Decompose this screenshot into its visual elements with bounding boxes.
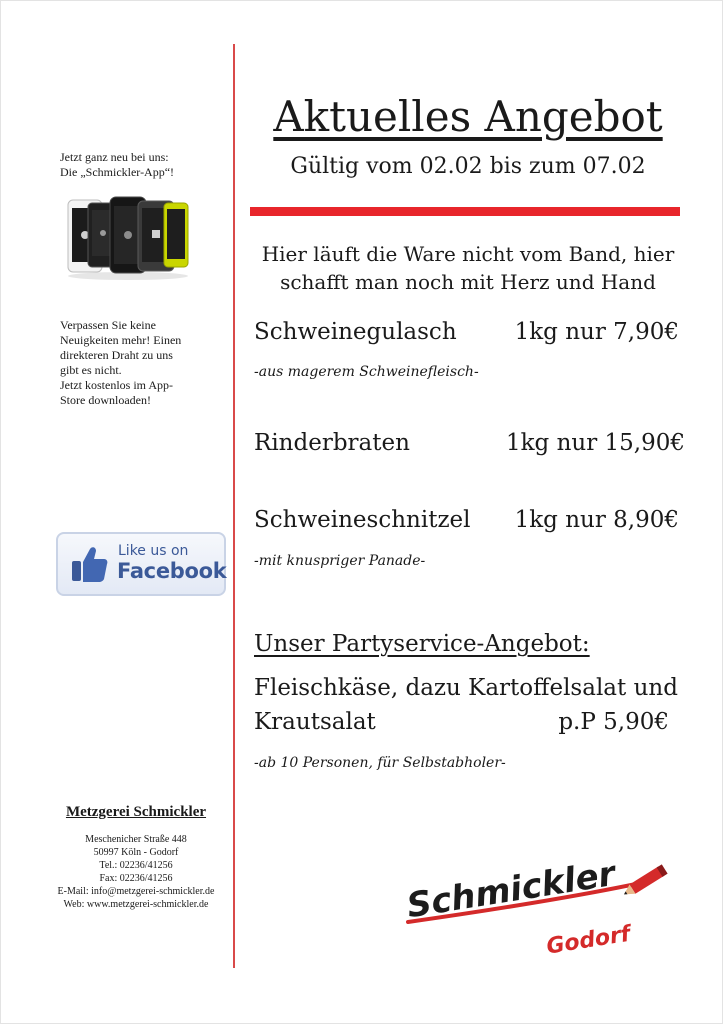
company-website[interactable]: Web: www.metzgerei-schmickler.de [63,899,209,910]
party-service-line: Krautsalat [254,709,376,735]
party-service-heading: Unser Partyservice-Angebot: [254,631,590,657]
company-info [30,804,242,911]
offer-item-price: 1kg nur 8,90€ [514,507,679,533]
app-intro-line: Die „Schmickler-App“! [60,165,175,179]
company-fax: Fax: 02236/41256 [99,873,173,884]
app-promo-text [60,318,230,408]
company-name: Metzgerei Schmickler [65,804,207,820]
offer-item-name: Rinderbraten [254,430,410,456]
party-service-note: -ab 10 Personen, für Selbstabholer- [254,755,506,771]
slogan-line: schafft man noch mit Herz und Hand [280,270,656,294]
smartphones-image [64,194,192,280]
offer-item-name: Schweineschnitzel [254,507,471,533]
app-promo-line: gibt es nicht. [60,363,122,377]
app-promo-line: Jetzt kostenlos im App- [60,378,173,392]
party-service-price: p.P 5,90€ [558,709,669,735]
company-address: Meschenicher Straße 448 [85,834,187,845]
logo-word-schmickler: Schmickler [404,853,618,927]
app-intro [60,150,230,180]
app-promo-line: Neuigkeiten mehr! Einen [60,333,182,347]
app-promo-line: Verpassen Sie keine [60,318,156,332]
validity-period: Gültig vom 02.02 bis zum 07.02 [290,154,646,179]
offer-item-price: 1kg nur 7,90€ [514,319,679,345]
offer-item-note: -aus magerem Schweinefleisch- [254,364,479,380]
party-service-line: Fleischkäse, dazu Kartoffelsalat und [254,675,678,701]
page-title: Aktuelles Angebot [273,92,663,141]
slogan-line: Hier läuft die Ware nicht vom Band, hier [261,242,675,266]
offer-item-note: -mit knuspriger Panade- [254,553,426,569]
facebook-like-label: Like us on [118,543,189,559]
thumbs-up-icon [70,544,108,584]
red-divider-bar [250,207,680,216]
app-intro-line: Jetzt ganz neu bei uns: [60,150,169,164]
slogan [244,240,692,296]
app-promo-line: Store downloaden! [60,393,151,407]
logo-word-godorf: Godorf [544,921,633,960]
offer-item-name: Schweinegulasch [254,319,457,345]
pencil-icon [621,864,668,899]
company-phone: Tel.: 02236/41256 [99,860,173,871]
company-city: 50997 Köln - Godorf [93,847,179,858]
facebook-name: Facebook [117,559,227,583]
schmickler-logo [398,840,674,960]
app-promo-line: direkteren Draht zu uns [60,348,173,362]
facebook-like-button[interactable] [56,532,226,596]
company-email[interactable]: E-Mail: info@metzgerei-schmickler.de [57,886,215,897]
offer-item-price: 1kg nur 15,90€ [505,430,685,456]
